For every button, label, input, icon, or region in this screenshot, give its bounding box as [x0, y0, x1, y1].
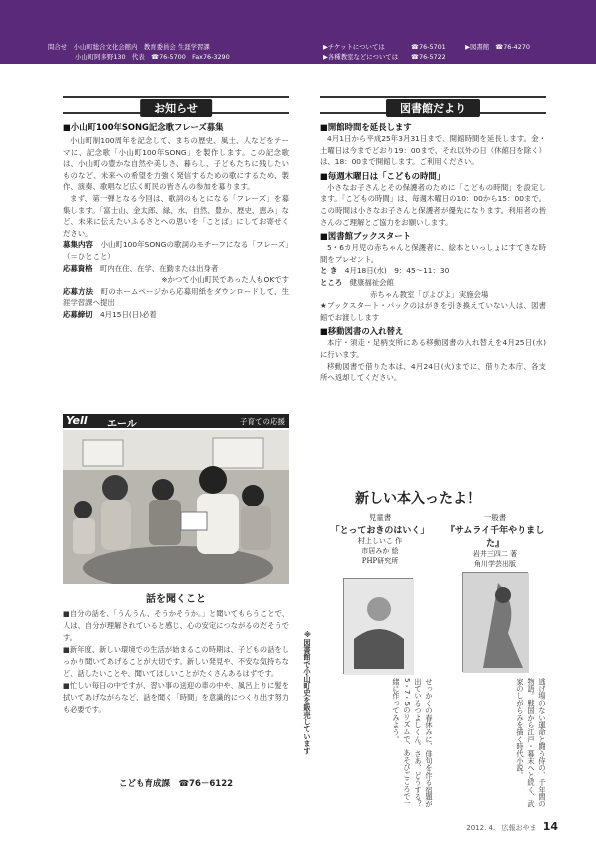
general-author: 岩井三四二 著: [472, 550, 518, 558]
notice-item-text: 4月15日(日)必着: [99, 309, 157, 319]
library-section-header: [320, 96, 546, 114]
library-s4-heading: ■移動図書の入れ替え: [320, 326, 404, 337]
general-title: 『サムライ千年やりました』: [445, 526, 545, 549]
kids-book-info: [330, 512, 430, 566]
general-cover-art: [463, 573, 529, 673]
library-tel: ☎76-4270: [495, 43, 530, 51]
yell-caption: 話を聞くこと: [146, 594, 206, 605]
yell-tag: 子育ての応援: [240, 417, 285, 426]
library-s3-when: [320, 265, 546, 277]
where-value: 健康福祉会館: [349, 277, 394, 287]
notice-item-text: 町のホームページから応募用紙をダウンロードして、生涯学習課へ提出: [63, 286, 289, 308]
yell-bullets: [63, 608, 289, 716]
library-label: ▶図書館: [465, 43, 490, 51]
yell-bullet: ■忙しい毎日の中ですが、習い事の送迎の車の中や、風呂上りに髪を拭いてあげながらなど、話を聞く「時間」を意識的につくり出す努力も必要です。: [63, 681, 289, 714]
kids-cover-art: [344, 579, 414, 675]
library-s3-body: 5・6カ月児の赤ちゃんと保護者に、絵本といっしょにすてきな時間をプレゼント。: [320, 243, 546, 264]
library-s3-where2: 赤ちゃん教室「ぴよぴよ」実施会場: [370, 289, 489, 299]
library-s3-note: ★ブックスタート・パックのはがきを引き換えていない人は、図書館でお渡しします: [320, 301, 546, 322]
contact-line2: 小山町阿多野130 代表 ☎76-5700 Fax76-3290: [75, 53, 230, 61]
notice-item: [63, 274, 289, 286]
contact-tel-info: [323, 42, 530, 62]
library-title: 図書館だより: [386, 99, 480, 117]
library-s4-body1: 本庁・須走・足柄支所にある移動図書の入れ替えを4月25日(水)に行います。: [320, 338, 546, 359]
ticket-tel: ☎76-5701: [411, 43, 446, 51]
library-section: [320, 122, 546, 384]
library-s3-where: [320, 277, 546, 289]
notice-items: [63, 239, 289, 320]
notice-item-label: 応募資格: [63, 263, 93, 273]
notice-body1: 小山町制100周年を記念して、まちの歴史、風土、人などをテーマに、記念歌「小山町100年SONG」を製作します。この記念歌は、小山町の豊かな自然や美しさ、暮らし、子どもたちに残したいものなど、未来への希望を力強く発信するための歌にするため、製作、演奏、歌唱など広く町民の皆さんの参加を募ります。: [63, 136, 289, 192]
notice-item: [63, 286, 289, 309]
class-label: ▶各種教室などについては: [323, 53, 399, 61]
library-s2-body: 小さなお子さんとその保護者のために「こどもの時間」を設定します。「こどもの時間」は、毎週木曜日の10：00から15：00まで。この時間は小さなお子さんと保護者が優先になります。利用者の皆さんのご理解とご協力をお願いします。: [320, 182, 546, 227]
notice-item-text: ※かつて小山町民であった人もOKです: [161, 275, 289, 285]
yell-logo: Yell: [66, 414, 88, 427]
library-s1-body: 4月1日から平成25年3月31日まで、開館時間を延長します。金・土曜日は今までどおり19：00まで、それ以外の日（休館日を除く）は、18：00まで開館します。ご利用ください。: [320, 134, 546, 167]
notice-section-header: [63, 96, 289, 114]
class-tel: ☎76-5722: [411, 53, 446, 61]
contact-info: [48, 42, 230, 62]
notice-section: [63, 122, 289, 321]
kids-review: せっかくの春休みに、俳句を作る宿題が出ているつよしくん。さあ、どうする？ 5・7・5のリズムで、あそびごころで一緒に作ってみよう。: [392, 678, 434, 815]
notice-body2: まず、第一弾となる今回は、歌詞のもとになる「フレーズ」を募集します。「富士山、金太郎、緑、水、自然、豊か、歴史、恵み」など、未来に伝えたいふるさとへの思いを「ことば」にしてお寄せください。: [63, 193, 289, 238]
kids-author: 村上しいこ 作: [357, 537, 403, 545]
yell-contact: こども育成課 ☎76－6122: [118, 779, 234, 789]
general-book-cover: [462, 572, 528, 672]
header-band: [0, 0, 596, 64]
yell-header: [63, 414, 289, 428]
contact-line1: 問合せ 小山町総合文化会館内 教育委員会 生涯学習課: [48, 43, 210, 51]
family-reading-photo: [63, 430, 289, 584]
when-value: 4月18日(水) 9：45～11：30: [344, 266, 450, 276]
general-book-info: [440, 512, 550, 569]
footer-date: 2012. 4.: [466, 824, 496, 832]
notice-item-label: 募集内容: [63, 240, 93, 250]
when-label: と き: [320, 266, 338, 276]
kids-publisher: PHP研究所: [361, 557, 399, 565]
footer-publication: 広報おやま: [501, 824, 537, 832]
kids-category: 児童書: [368, 513, 392, 522]
kids-book-cover: [343, 578, 413, 674]
ticket-label: ▶チケットについては: [323, 43, 385, 51]
notice-item-label: 応募締切: [63, 309, 93, 319]
library-s4-body2: 移動図書で借りた本は、4月24日(火)までに、借りた本庁、各支所へ返却してください。: [320, 361, 546, 383]
kids-illustrator: 市居みか 絵: [361, 547, 399, 555]
kids-title: 「とっておきのはいく」: [330, 526, 430, 536]
library-s2-heading: ■毎週木曜日は「こどもの時間」: [320, 170, 446, 181]
general-publisher: 角川学芸出版: [474, 560, 516, 568]
yell-title: エール: [107, 419, 137, 430]
notice-item: [63, 263, 289, 275]
notice-item-text: 小山町100年SONGの歌詞のモチーフになる「フレーズ」（＝ひとこと）: [63, 240, 289, 261]
notice-item: [63, 309, 289, 321]
general-review: 逃げ場のない運命と闘う侍の、千年間の物語。戦国から江戸・幕末へと続く、武家のしがらみを描く時代小説。: [516, 678, 547, 808]
notice-item-text: 町内在住、在学、在勤または出身者: [99, 263, 219, 273]
notice-item-label: 応募方法: [63, 286, 94, 296]
general-category: 一般書: [483, 513, 507, 522]
library-s1-heading: ■開館時間を延長します: [320, 122, 412, 132]
notice-item: [63, 239, 289, 262]
notice-title: お知らせ: [140, 99, 212, 117]
footer-page: 14: [542, 820, 558, 833]
where-label: ところ: [320, 277, 343, 287]
yell-bullet: ■自分の話を、「うんうん、そうかそうか。」と聞いてもらうことで、人は、自分が理解されていると感じ、心の安定につながるのだそうです。: [63, 609, 289, 642]
notice-heading: ■小山町100年SONG記念歌フレーズ募集: [63, 122, 224, 132]
yell-bullet: ■新年度、新しい環境での生活が始まるこの時期は、子どもの話をしっかり聞いてあげることが大切です。新しい発見や、不安な気持ちなど、話したいことや、聞いてほしいことがたくさんあるはずです。: [63, 645, 289, 678]
library-side-note: ※図書館で小山町史を販売しています: [303, 630, 312, 755]
new-books-title: 新しい本入ったよ！: [355, 491, 481, 507]
photo-illustration: [63, 430, 289, 584]
footer: [466, 820, 558, 833]
library-s3-heading: ■図書館ブックスタート: [320, 231, 411, 242]
